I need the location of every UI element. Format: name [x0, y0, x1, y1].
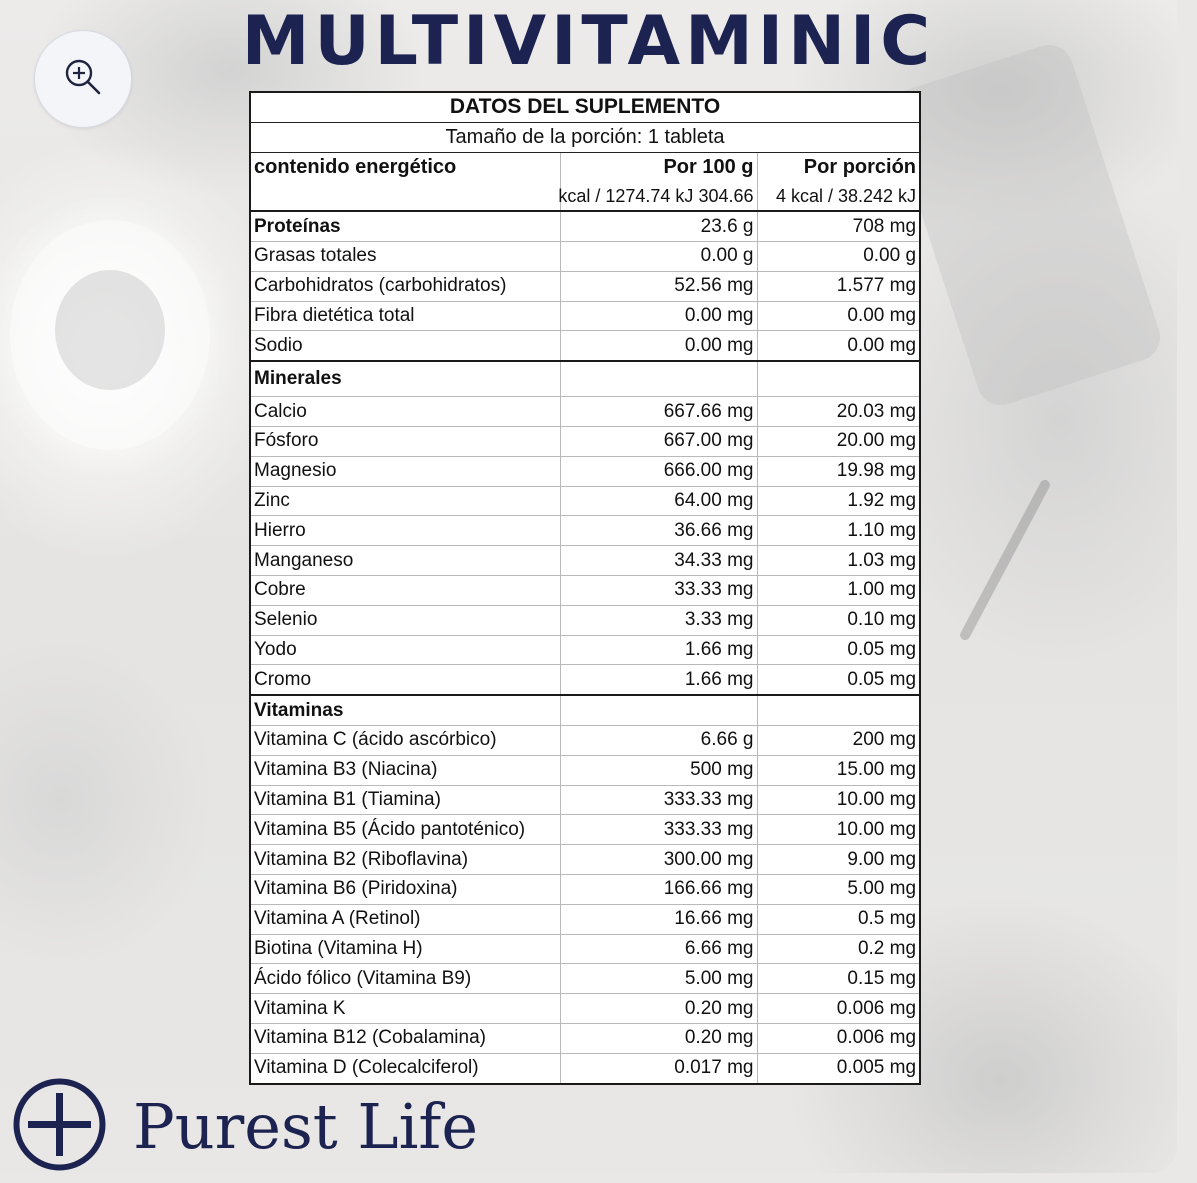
table-row: [250, 874, 920, 904]
table-row: [250, 516, 920, 546]
section-header-row: [250, 361, 920, 397]
per-100g-value: 6.66 mg: [560, 934, 757, 964]
per-100g-value: 333.33 mg: [560, 815, 757, 845]
table-row: [250, 635, 920, 665]
per-portion-value: 0.5 mg: [757, 904, 920, 934]
table-row: [250, 331, 920, 361]
nutrient-name: Ácido fólico (Vitamina B9): [250, 964, 560, 994]
table-row: [250, 271, 920, 301]
table-row: [250, 301, 920, 331]
nutrient-name: Cobre: [250, 575, 560, 605]
nutrient-name: Grasas totales: [250, 241, 560, 271]
per-portion-value: 15.00 mg: [757, 755, 920, 785]
per-100g-value: 36.66 mg: [560, 516, 757, 546]
per-100g-value: 52.56 mg: [560, 271, 757, 301]
nutrient-name: Calcio: [250, 397, 560, 427]
per-portion-value: 1.03 mg: [757, 546, 920, 576]
per-100g-value: 333.33 mg: [560, 785, 757, 815]
brand-logo: [12, 1079, 478, 1173]
per-portion-value: 1.00 mg: [757, 575, 920, 605]
zoom-in-icon: [63, 57, 103, 102]
section-label: Minerales: [250, 361, 560, 397]
nutrient-name: Zinc: [250, 486, 560, 516]
nutrient-name: Vitamina B12 (Cobalamina): [250, 1023, 560, 1053]
per-portion-value: 20.03 mg: [757, 397, 920, 427]
per-portion-value: 10.00 mg: [757, 785, 920, 815]
column-header-row: [250, 152, 920, 181]
table-row: [250, 1023, 920, 1053]
nutrient-name: Vitamina K: [250, 994, 560, 1024]
per-100g-value: 64.00 mg: [560, 486, 757, 516]
nutrient-name: Proteínas: [250, 211, 560, 241]
per-portion-value: 1.10 mg: [757, 516, 920, 546]
table-row: [250, 994, 920, 1024]
per-portion-value: 708 mg: [757, 211, 920, 241]
plus-circle-icon: [12, 1077, 107, 1174]
background-phone: [884, 39, 1167, 412]
table-row: [250, 665, 920, 695]
per-100g-value: 667.00 mg: [560, 426, 757, 456]
nutrient-name: Vitamina B1 (Tiamina): [250, 785, 560, 815]
brand-name: Purest Life: [133, 1090, 479, 1163]
nutrient-name: Vitamina B6 (Piridoxina): [250, 874, 560, 904]
per-100g-value: 0.20 mg: [560, 994, 757, 1024]
per-100g-value: 0.00 mg: [560, 331, 757, 361]
nutrient-name: Manganeso: [250, 546, 560, 576]
per-portion-value: 0.00 g: [757, 241, 920, 271]
table-row: [250, 456, 920, 486]
table-row: [250, 211, 920, 241]
section-header-row: [250, 695, 920, 725]
table-row: [250, 575, 920, 605]
table-row: [250, 725, 920, 755]
per-100g-value: 5.00 mg: [560, 964, 757, 994]
nutrient-name: Yodo: [250, 635, 560, 665]
nutrient-name: Vitamina B3 (Niacina): [250, 755, 560, 785]
nutrient-name: Fibra dietética total: [250, 301, 560, 331]
table-row: [250, 397, 920, 427]
per-100g-value: 6.66 g: [560, 725, 757, 755]
per-100g-value: 16.66 mg: [560, 904, 757, 934]
zoom-button[interactable]: [34, 30, 132, 128]
nutrient-name: Magnesio: [250, 456, 560, 486]
per-100g-value: 0.00 g: [560, 241, 757, 271]
per-portion-value: 0.006 mg: [757, 1023, 920, 1053]
per-100g-value: 34.33 mg: [560, 546, 757, 576]
table-row: [250, 546, 920, 576]
nutrient-name: Selenio: [250, 605, 560, 635]
per-100g-value: 667.66 mg: [560, 397, 757, 427]
nutrient-name: Cromo: [250, 665, 560, 695]
col-per-portion: Por porción: [757, 152, 920, 181]
per-portion-value: 5.00 mg: [757, 874, 920, 904]
energy-per-portion: 4 kcal / 38.242 kJ: [757, 181, 920, 211]
per-portion-value: 10.00 mg: [757, 815, 920, 845]
nutrient-name: Carbohidratos (carbohidratos): [250, 271, 560, 301]
energy-row: [250, 181, 920, 211]
table-row: [250, 755, 920, 785]
energy-per-100g: 304.66 kcal / 1274.74 kJ: [560, 181, 757, 211]
per-100g-value: 3.33 mg: [560, 605, 757, 635]
table-row: [250, 486, 920, 516]
nutrient-name: Biotina (Vitamina H): [250, 934, 560, 964]
per-100g-value: 300.00 mg: [560, 845, 757, 875]
per-100g-value: 1.66 mg: [560, 665, 757, 695]
table-row: [250, 964, 920, 994]
per-portion-value: 0.15 mg: [757, 964, 920, 994]
nutrient-name: Fósforo: [250, 426, 560, 456]
per-100g-value: 0.017 mg: [560, 1053, 757, 1083]
per-portion-value: 0.2 mg: [757, 934, 920, 964]
per-portion-value: 1.92 mg: [757, 486, 920, 516]
col-per-100g: Por 100 g: [560, 152, 757, 181]
per-100g-value: 33.33 mg: [560, 575, 757, 605]
table-row: [250, 426, 920, 456]
table-row: [250, 845, 920, 875]
per-portion-value: 0.00 mg: [757, 301, 920, 331]
background-mug-inner: [55, 270, 165, 390]
table-row: [250, 904, 920, 934]
table-row: [250, 605, 920, 635]
nutrient-name: Vitamina C (ácido ascórbico): [250, 725, 560, 755]
table-row: [250, 785, 920, 815]
per-100g-value: 500 mg: [560, 755, 757, 785]
nutrient-name: Hierro: [250, 516, 560, 546]
supplement-facts-table: [249, 91, 921, 1085]
col-label: contenido energético: [250, 152, 560, 181]
table-heading-row: [250, 92, 920, 122]
per-portion-value: 0.005 mg: [757, 1053, 920, 1083]
per-portion-value: 200 mg: [757, 725, 920, 755]
per-100g-value: 1.66 mg: [560, 635, 757, 665]
per-100g-value: 0.00 mg: [560, 301, 757, 331]
per-100g-value: 0.20 mg: [560, 1023, 757, 1053]
per-portion-value: 19.98 mg: [757, 456, 920, 486]
background-pen: [958, 478, 1051, 642]
table-row: [250, 934, 920, 964]
per-100g-value: 23.6 g: [560, 211, 757, 241]
table-row: [250, 815, 920, 845]
nutrient-name: Vitamina B5 (Ácido pantoténico): [250, 815, 560, 845]
product-title: MULTIVITAMINIC: [241, 2, 936, 81]
per-100g-value: 166.66 mg: [560, 874, 757, 904]
nutrient-name: Vitamina B2 (Riboflavina): [250, 845, 560, 875]
per-portion-value: 0.006 mg: [757, 994, 920, 1024]
per-portion-value: 0.05 mg: [757, 665, 920, 695]
per-portion-value: 0.05 mg: [757, 635, 920, 665]
per-portion-value: 0.00 mg: [757, 331, 920, 361]
per-portion-value: 9.00 mg: [757, 845, 920, 875]
per-portion-value: 20.00 mg: [757, 426, 920, 456]
nutrient-name: Vitamina A (Retinol): [250, 904, 560, 934]
nutrient-name: Sodio: [250, 331, 560, 361]
serving-size: Tamaño de la porción: 1 tableta: [250, 122, 920, 152]
per-portion-value: 0.10 mg: [757, 605, 920, 635]
section-label: Vitaminas: [250, 695, 560, 725]
table-row: [250, 241, 920, 271]
table-heading: DATOS DEL SUPLEMENTO: [250, 92, 920, 122]
per-100g-value: 666.00 mg: [560, 456, 757, 486]
nutrient-name: Vitamina D (Colecalciferol): [250, 1053, 560, 1083]
serving-size-row: [250, 122, 920, 152]
per-portion-value: 1.577 mg: [757, 271, 920, 301]
